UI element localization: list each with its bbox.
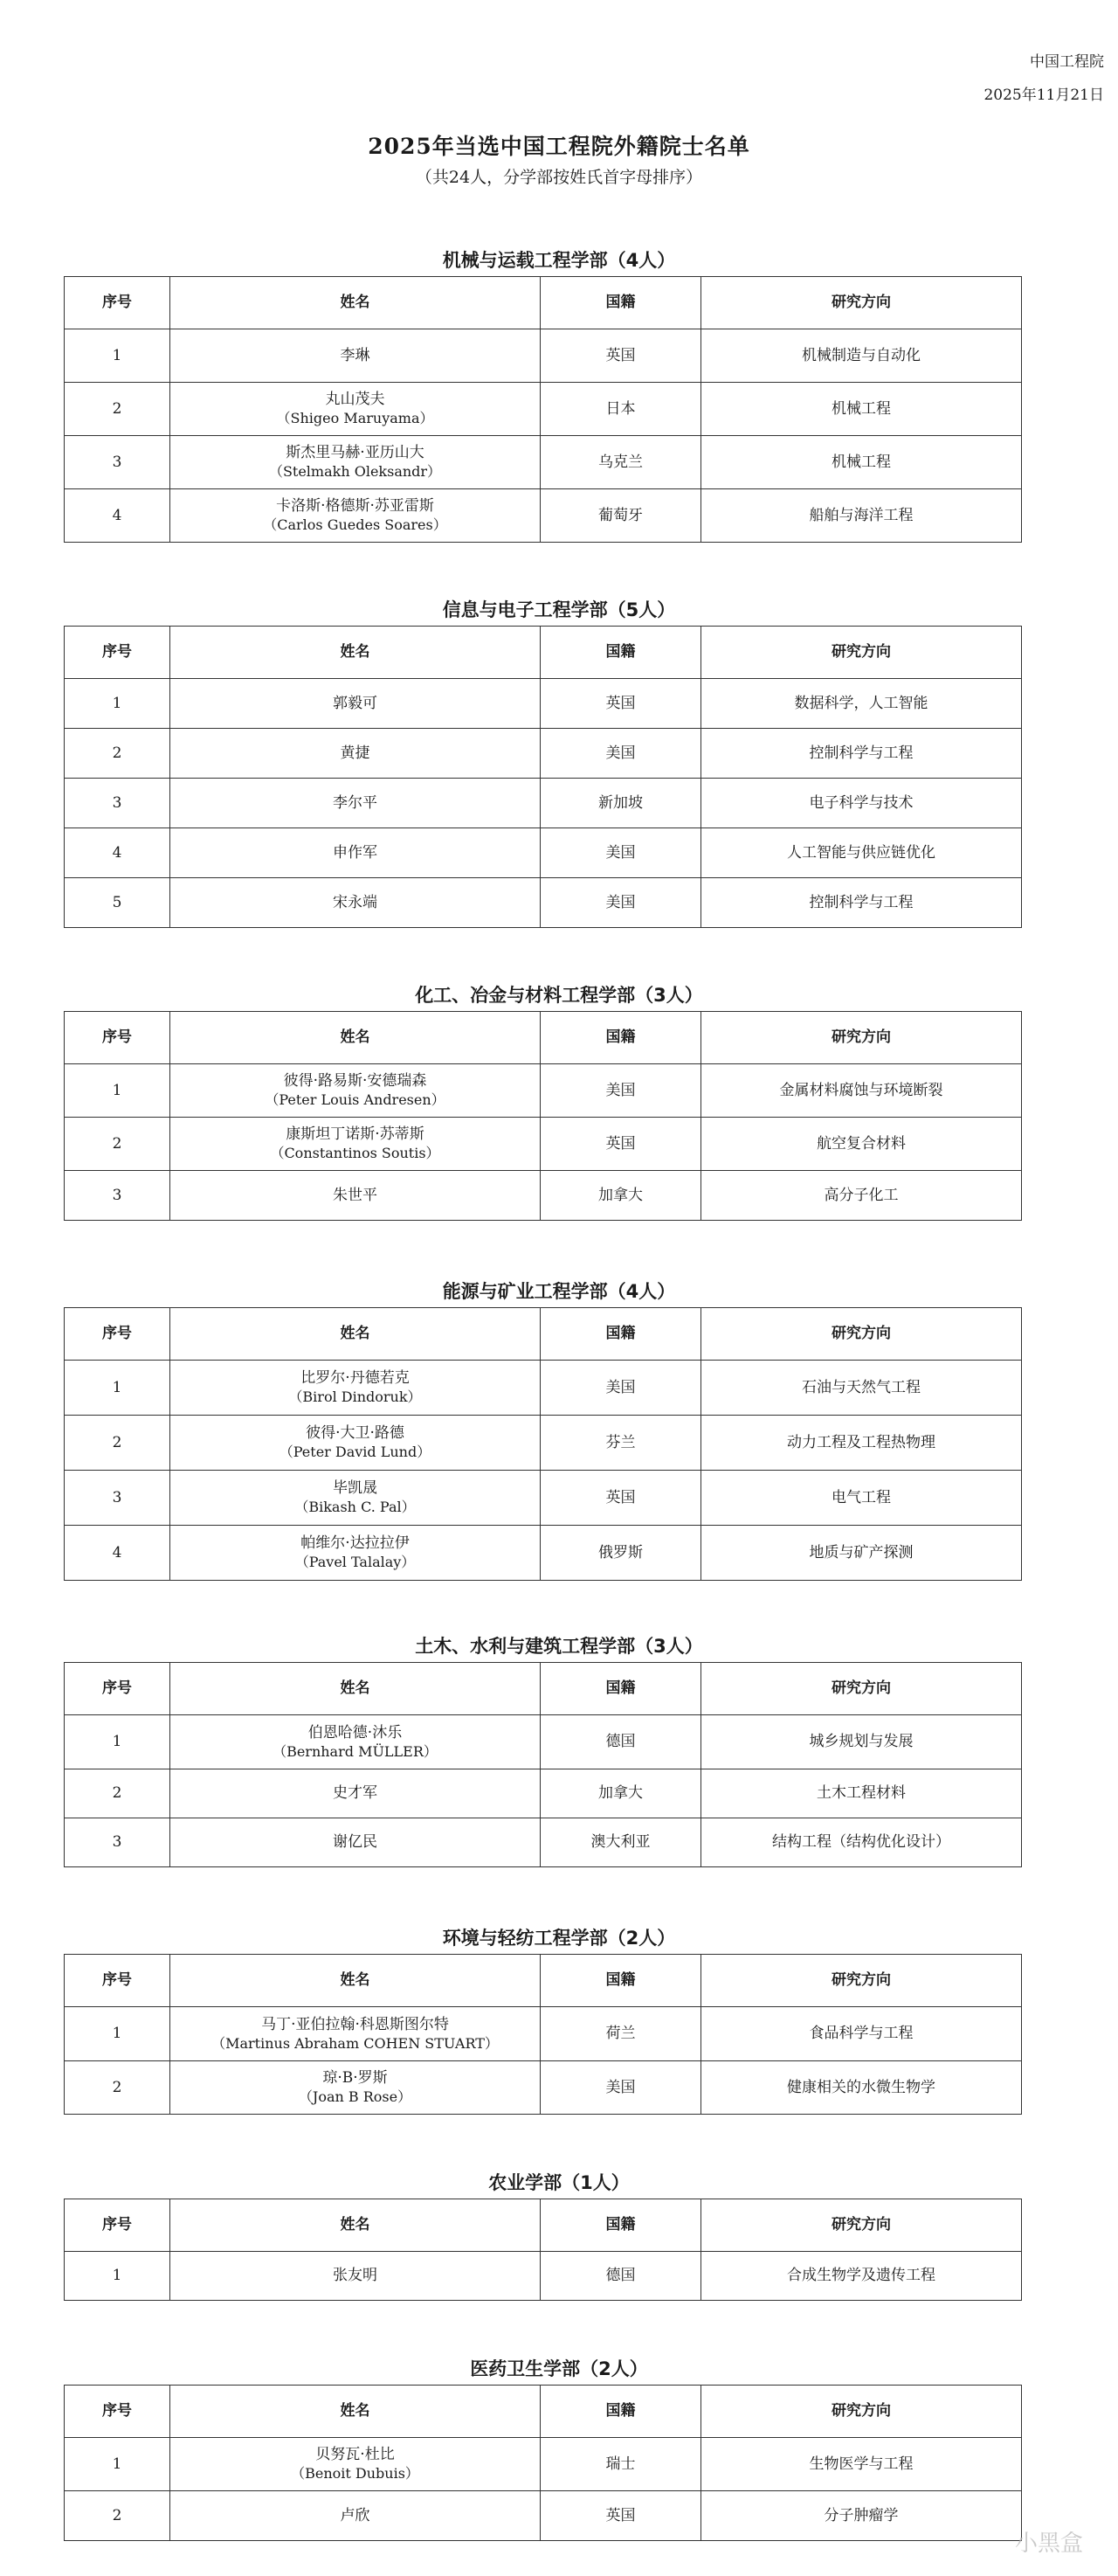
- cell-field: 生物医学与工程: [701, 2438, 1022, 2491]
- header-no: 序号: [65, 2199, 170, 2252]
- cell-country: 美国: [541, 729, 701, 779]
- header-name: 姓名: [170, 277, 541, 329]
- header-field: 研究方向: [701, 2199, 1022, 2252]
- cell-field: 机械工程: [701, 383, 1022, 436]
- table-row: [65, 383, 1022, 436]
- table-row: [65, 1818, 1022, 1867]
- member-name: 黄捷: [340, 744, 370, 762]
- member-name: 贝努瓦·杜比: [315, 2446, 395, 2463]
- member-name: 斯杰里马赫·亚历山大: [286, 444, 424, 461]
- member-latin-name: （Birol Dindoruk）: [288, 1388, 422, 1405]
- document-subtitle: （共24人，分学部按姓氏首字母排序）: [415, 168, 703, 187]
- cell-field: 电子科学与技术: [701, 779, 1022, 828]
- member-name: 卡洛斯·格德斯·苏亚雷斯: [276, 497, 434, 515]
- table-header-row: [65, 277, 1022, 329]
- table-row: [65, 1118, 1022, 1171]
- header-name: 姓名: [170, 2199, 541, 2252]
- cell-country: 英国: [541, 1471, 701, 1526]
- header-field: 研究方向: [701, 277, 1022, 329]
- table-header-row: [65, 627, 1022, 679]
- header-name: 姓名: [170, 2386, 541, 2438]
- cell-country: 德国: [541, 1715, 701, 1769]
- cell-name: [170, 1769, 541, 1818]
- header-name: 姓名: [170, 1955, 541, 2007]
- table-row: [65, 329, 1022, 383]
- member-name: 朱世平: [333, 1186, 377, 1204]
- cell-name: [170, 828, 541, 878]
- cell-country: 英国: [541, 329, 701, 383]
- header-field: 研究方向: [701, 1308, 1022, 1361]
- cell-field: 航空复合材料: [701, 1118, 1022, 1171]
- header-name: 姓名: [170, 1663, 541, 1715]
- table-header-row: [65, 1012, 1022, 1064]
- table-row: [65, 489, 1022, 543]
- member-name: 李琳: [340, 346, 370, 364]
- cell-field: 食品科学与工程: [701, 2007, 1022, 2061]
- section-title: 能源与矿业工程学部（4人）: [442, 1281, 676, 1302]
- header-no: 序号: [65, 627, 170, 679]
- table-row: [65, 729, 1022, 779]
- member-name: 丸山茂夫: [325, 391, 385, 408]
- member-latin-name: （Martinus Abraham COHEN STUART）: [211, 2034, 499, 2052]
- cell-field: 动力工程及工程热物理: [701, 1416, 1022, 1471]
- header-field: 研究方向: [701, 2386, 1022, 2438]
- member-name: 帕维尔·达拉拉伊: [300, 1534, 410, 1552]
- member-latin-name: （Stelmakh Oleksandr）: [268, 463, 442, 480]
- member-name: 李尔平: [333, 793, 377, 812]
- cell-no: 1: [65, 2438, 170, 2491]
- cell-country: 德国: [541, 2252, 701, 2301]
- cell-no: 1: [65, 1064, 170, 1118]
- roster-table: [64, 1662, 1022, 1867]
- cell-country: 美国: [541, 878, 701, 928]
- cell-country: 乌克兰: [541, 436, 701, 489]
- cell-country: 美国: [541, 1361, 701, 1416]
- cell-name: [170, 679, 541, 729]
- header-field: 研究方向: [701, 627, 1022, 679]
- cell-no: 1: [65, 2252, 170, 2301]
- issue-date: 2025年11月21日: [983, 87, 1104, 104]
- member-name: 史才军: [333, 1784, 377, 1802]
- roster-table: [64, 276, 1022, 543]
- cell-name: [170, 1818, 541, 1867]
- cell-country: 英国: [541, 679, 701, 729]
- cell-country: 加拿大: [541, 1769, 701, 1818]
- cell-country: 芬兰: [541, 1416, 701, 1471]
- table-row: [65, 1526, 1022, 1581]
- cell-no: 4: [65, 828, 170, 878]
- cell-name: [170, 2438, 541, 2491]
- issuer-name: 中国工程院: [1030, 53, 1104, 71]
- section-title: 机械与运载工程学部（4人）: [442, 250, 676, 271]
- header-name: 姓名: [170, 627, 541, 679]
- table-row: [65, 1769, 1022, 1818]
- cell-field: 控制科学与工程: [701, 878, 1022, 928]
- cell-field: 土木工程材料: [701, 1769, 1022, 1818]
- cell-name: [170, 1471, 541, 1526]
- member-latin-name: （Benoit Dubuis）: [291, 2465, 419, 2482]
- cell-no: 2: [65, 1416, 170, 1471]
- roster-table: [64, 1954, 1022, 2115]
- cell-name: [170, 1171, 541, 1221]
- header-field: 研究方向: [701, 1663, 1022, 1715]
- table-row: [65, 679, 1022, 729]
- cell-field: 数据科学，人工智能: [701, 679, 1022, 729]
- member-name: 张友明: [333, 2267, 377, 2284]
- table-header-row: [65, 2386, 1022, 2438]
- table-row: [65, 878, 1022, 928]
- header-country: 国籍: [541, 1663, 701, 1715]
- table-row: [65, 779, 1022, 828]
- cell-name: [170, 2061, 541, 2115]
- cell-no: 1: [65, 329, 170, 383]
- cell-name: [170, 779, 541, 828]
- table-row: [65, 2007, 1022, 2061]
- table-header-row: [65, 2199, 1022, 2252]
- section-title: 信息与电子工程学部（5人）: [442, 599, 676, 620]
- cell-country: 葡萄牙: [541, 489, 701, 543]
- member-name: 谢亿民: [333, 1833, 377, 1851]
- cell-field: 船舶与海洋工程: [701, 489, 1022, 543]
- cell-no: 3: [65, 1171, 170, 1221]
- table-row: [65, 1471, 1022, 1526]
- member-latin-name: （Pavel Talalay）: [294, 1554, 416, 1570]
- member-name: 郭毅可: [333, 694, 377, 712]
- cell-country: 荷兰: [541, 2007, 701, 2061]
- table-row: [65, 2491, 1022, 2541]
- cell-name: [170, 1715, 541, 1769]
- cell-no: 3: [65, 1818, 170, 1867]
- cell-no: 2: [65, 1769, 170, 1818]
- issuer-block: [983, 45, 1104, 112]
- cell-field: 机械制造与自动化: [701, 329, 1022, 383]
- roster-table: [64, 2385, 1022, 2541]
- cell-field: 电气工程: [701, 1471, 1022, 1526]
- table-row: [65, 436, 1022, 489]
- header-name: 姓名: [170, 1308, 541, 1361]
- cell-field: 金属材料腐蚀与环境断裂: [701, 1064, 1022, 1118]
- section-title: 环境与轻纺工程学部（2人）: [442, 1928, 676, 1949]
- cell-no: 3: [65, 1471, 170, 1526]
- cell-field: 人工智能与供应链优化: [701, 828, 1022, 878]
- cell-country: 日本: [541, 383, 701, 436]
- member-name: 卢欣: [340, 2506, 370, 2524]
- member-latin-name: （Peter David Lund）: [279, 1444, 431, 1460]
- table-row: [65, 2061, 1022, 2115]
- member-name: 马丁·亚伯拉翰·科恩斯图尔特: [261, 2015, 449, 2033]
- header-no: 序号: [65, 1308, 170, 1361]
- member-name: 彼得·大卫·路德: [306, 1424, 404, 1442]
- cell-no: 2: [65, 2491, 170, 2541]
- cell-field: 地质与矿产探测: [701, 1526, 1022, 1581]
- document-title: 2025年当选中国工程院外籍院士名单: [368, 134, 750, 159]
- header-name: 姓名: [170, 1012, 541, 1064]
- cell-field: 控制科学与工程: [701, 729, 1022, 779]
- header-no: 序号: [65, 1955, 170, 2007]
- cell-name: [170, 1361, 541, 1416]
- header-country: 国籍: [541, 1012, 701, 1064]
- cell-no: 2: [65, 1118, 170, 1171]
- section-title: 医药卫生学部（2人）: [470, 2358, 648, 2379]
- cell-field: 结构工程（结构优化设计）: [701, 1818, 1022, 1867]
- cell-name: [170, 329, 541, 383]
- member-name: 申作军: [333, 843, 377, 862]
- table-row: [65, 1064, 1022, 1118]
- table-row: [65, 1416, 1022, 1471]
- table-row: [65, 1361, 1022, 1416]
- member-latin-name: （Joan B Rose）: [298, 2088, 412, 2105]
- section-title: 农业学部（1人）: [488, 2172, 630, 2193]
- cell-field: 石油与天然气工程: [701, 1361, 1022, 1416]
- cell-name: [170, 489, 541, 543]
- roster-table: [64, 1011, 1022, 1221]
- cell-no: 2: [65, 2061, 170, 2115]
- cell-no: 2: [65, 383, 170, 436]
- cell-name: [170, 436, 541, 489]
- cell-name: [170, 1526, 541, 1581]
- cell-country: 加拿大: [541, 1171, 701, 1221]
- table-row: [65, 1171, 1022, 1221]
- watermark: 小黑盒: [1014, 2531, 1083, 2557]
- member-latin-name: （Shigeo Maruyama）: [276, 410, 434, 426]
- cell-field: 高分子化工: [701, 1171, 1022, 1221]
- cell-country: 瑞士: [541, 2438, 701, 2491]
- table-row: [65, 2438, 1022, 2491]
- cell-country: 英国: [541, 1118, 701, 1171]
- member-name: 比罗尔·丹德若克: [300, 1369, 410, 1387]
- cell-country: 美国: [541, 1064, 701, 1118]
- table-row: [65, 1715, 1022, 1769]
- member-name: 毕凯晟: [333, 1479, 377, 1497]
- section-title: 化工、冶金与材料工程学部（3人）: [415, 985, 703, 1006]
- cell-field: 合成生物学及遗传工程: [701, 2252, 1022, 2301]
- cell-country: 美国: [541, 2061, 701, 2115]
- cell-no: 5: [65, 878, 170, 928]
- table-row: [65, 2252, 1022, 2301]
- member-name: 彼得·路易斯·安德瑞森: [283, 1072, 427, 1090]
- cell-field: 城乡规划与发展: [701, 1715, 1022, 1769]
- cell-field: 健康相关的水微生物学: [701, 2061, 1022, 2115]
- table-row: [65, 828, 1022, 878]
- cell-country: 美国: [541, 828, 701, 878]
- header-no: 序号: [65, 277, 170, 329]
- header-country: 国籍: [541, 2386, 701, 2438]
- cell-no: 3: [65, 779, 170, 828]
- cell-no: 4: [65, 1526, 170, 1581]
- roster-table: [64, 1307, 1022, 1581]
- cell-no: 4: [65, 489, 170, 543]
- header-country: 国籍: [541, 277, 701, 329]
- member-latin-name: （Constantinos Soutis）: [270, 1145, 440, 1161]
- header-field: 研究方向: [701, 1955, 1022, 2007]
- cell-name: [170, 878, 541, 928]
- cell-no: 1: [65, 1361, 170, 1416]
- header-no: 序号: [65, 2386, 170, 2438]
- cell-name: [170, 729, 541, 779]
- cell-no: 1: [65, 679, 170, 729]
- cell-no: 3: [65, 436, 170, 489]
- cell-name: [170, 1416, 541, 1471]
- cell-field: 机械工程: [701, 436, 1022, 489]
- cell-no: 1: [65, 2007, 170, 2061]
- cell-name: [170, 1118, 541, 1171]
- roster-table: [64, 2199, 1022, 2301]
- table-header-row: [65, 1663, 1022, 1715]
- member-name: 康斯坦丁诺斯·苏蒂斯: [286, 1125, 424, 1143]
- member-latin-name: （Carlos Guedes Soares）: [263, 516, 447, 533]
- header-no: 序号: [65, 1012, 170, 1064]
- member-latin-name: （Bernhard MÜLLER）: [273, 1742, 438, 1760]
- cell-country: 新加坡: [541, 779, 701, 828]
- cell-field: 分子肿瘤学: [701, 2491, 1022, 2541]
- cell-name: [170, 2491, 541, 2541]
- header-country: 国籍: [541, 1955, 701, 2007]
- cell-name: [170, 383, 541, 436]
- cell-country: 英国: [541, 2491, 701, 2541]
- cell-country: 俄罗斯: [541, 1526, 701, 1581]
- table-header-row: [65, 1955, 1022, 2007]
- header-field: 研究方向: [701, 1012, 1022, 1064]
- section-title: 土木、水利与建筑工程学部（3人）: [415, 1636, 703, 1657]
- header-country: 国籍: [541, 2199, 701, 2252]
- member-latin-name: （Bikash C. Pal）: [294, 1499, 416, 1515]
- roster-table: [64, 626, 1022, 928]
- header-country: 国籍: [541, 1308, 701, 1361]
- cell-country: 澳大利亚: [541, 1818, 701, 1867]
- header-country: 国籍: [541, 627, 701, 679]
- member-name: 宋永端: [333, 893, 377, 911]
- member-name: 伯恩哈德·沐乐: [307, 1723, 403, 1742]
- cell-no: 1: [65, 1715, 170, 1769]
- table-header-row: [65, 1308, 1022, 1361]
- cell-no: 2: [65, 729, 170, 779]
- member-name: 琼·B·罗斯: [322, 2069, 388, 2087]
- member-latin-name: （Peter Louis Andresen）: [265, 1091, 445, 1108]
- cell-name: [170, 2007, 541, 2061]
- cell-name: [170, 1064, 541, 1118]
- header-no: 序号: [65, 1663, 170, 1715]
- cell-name: [170, 2252, 541, 2301]
